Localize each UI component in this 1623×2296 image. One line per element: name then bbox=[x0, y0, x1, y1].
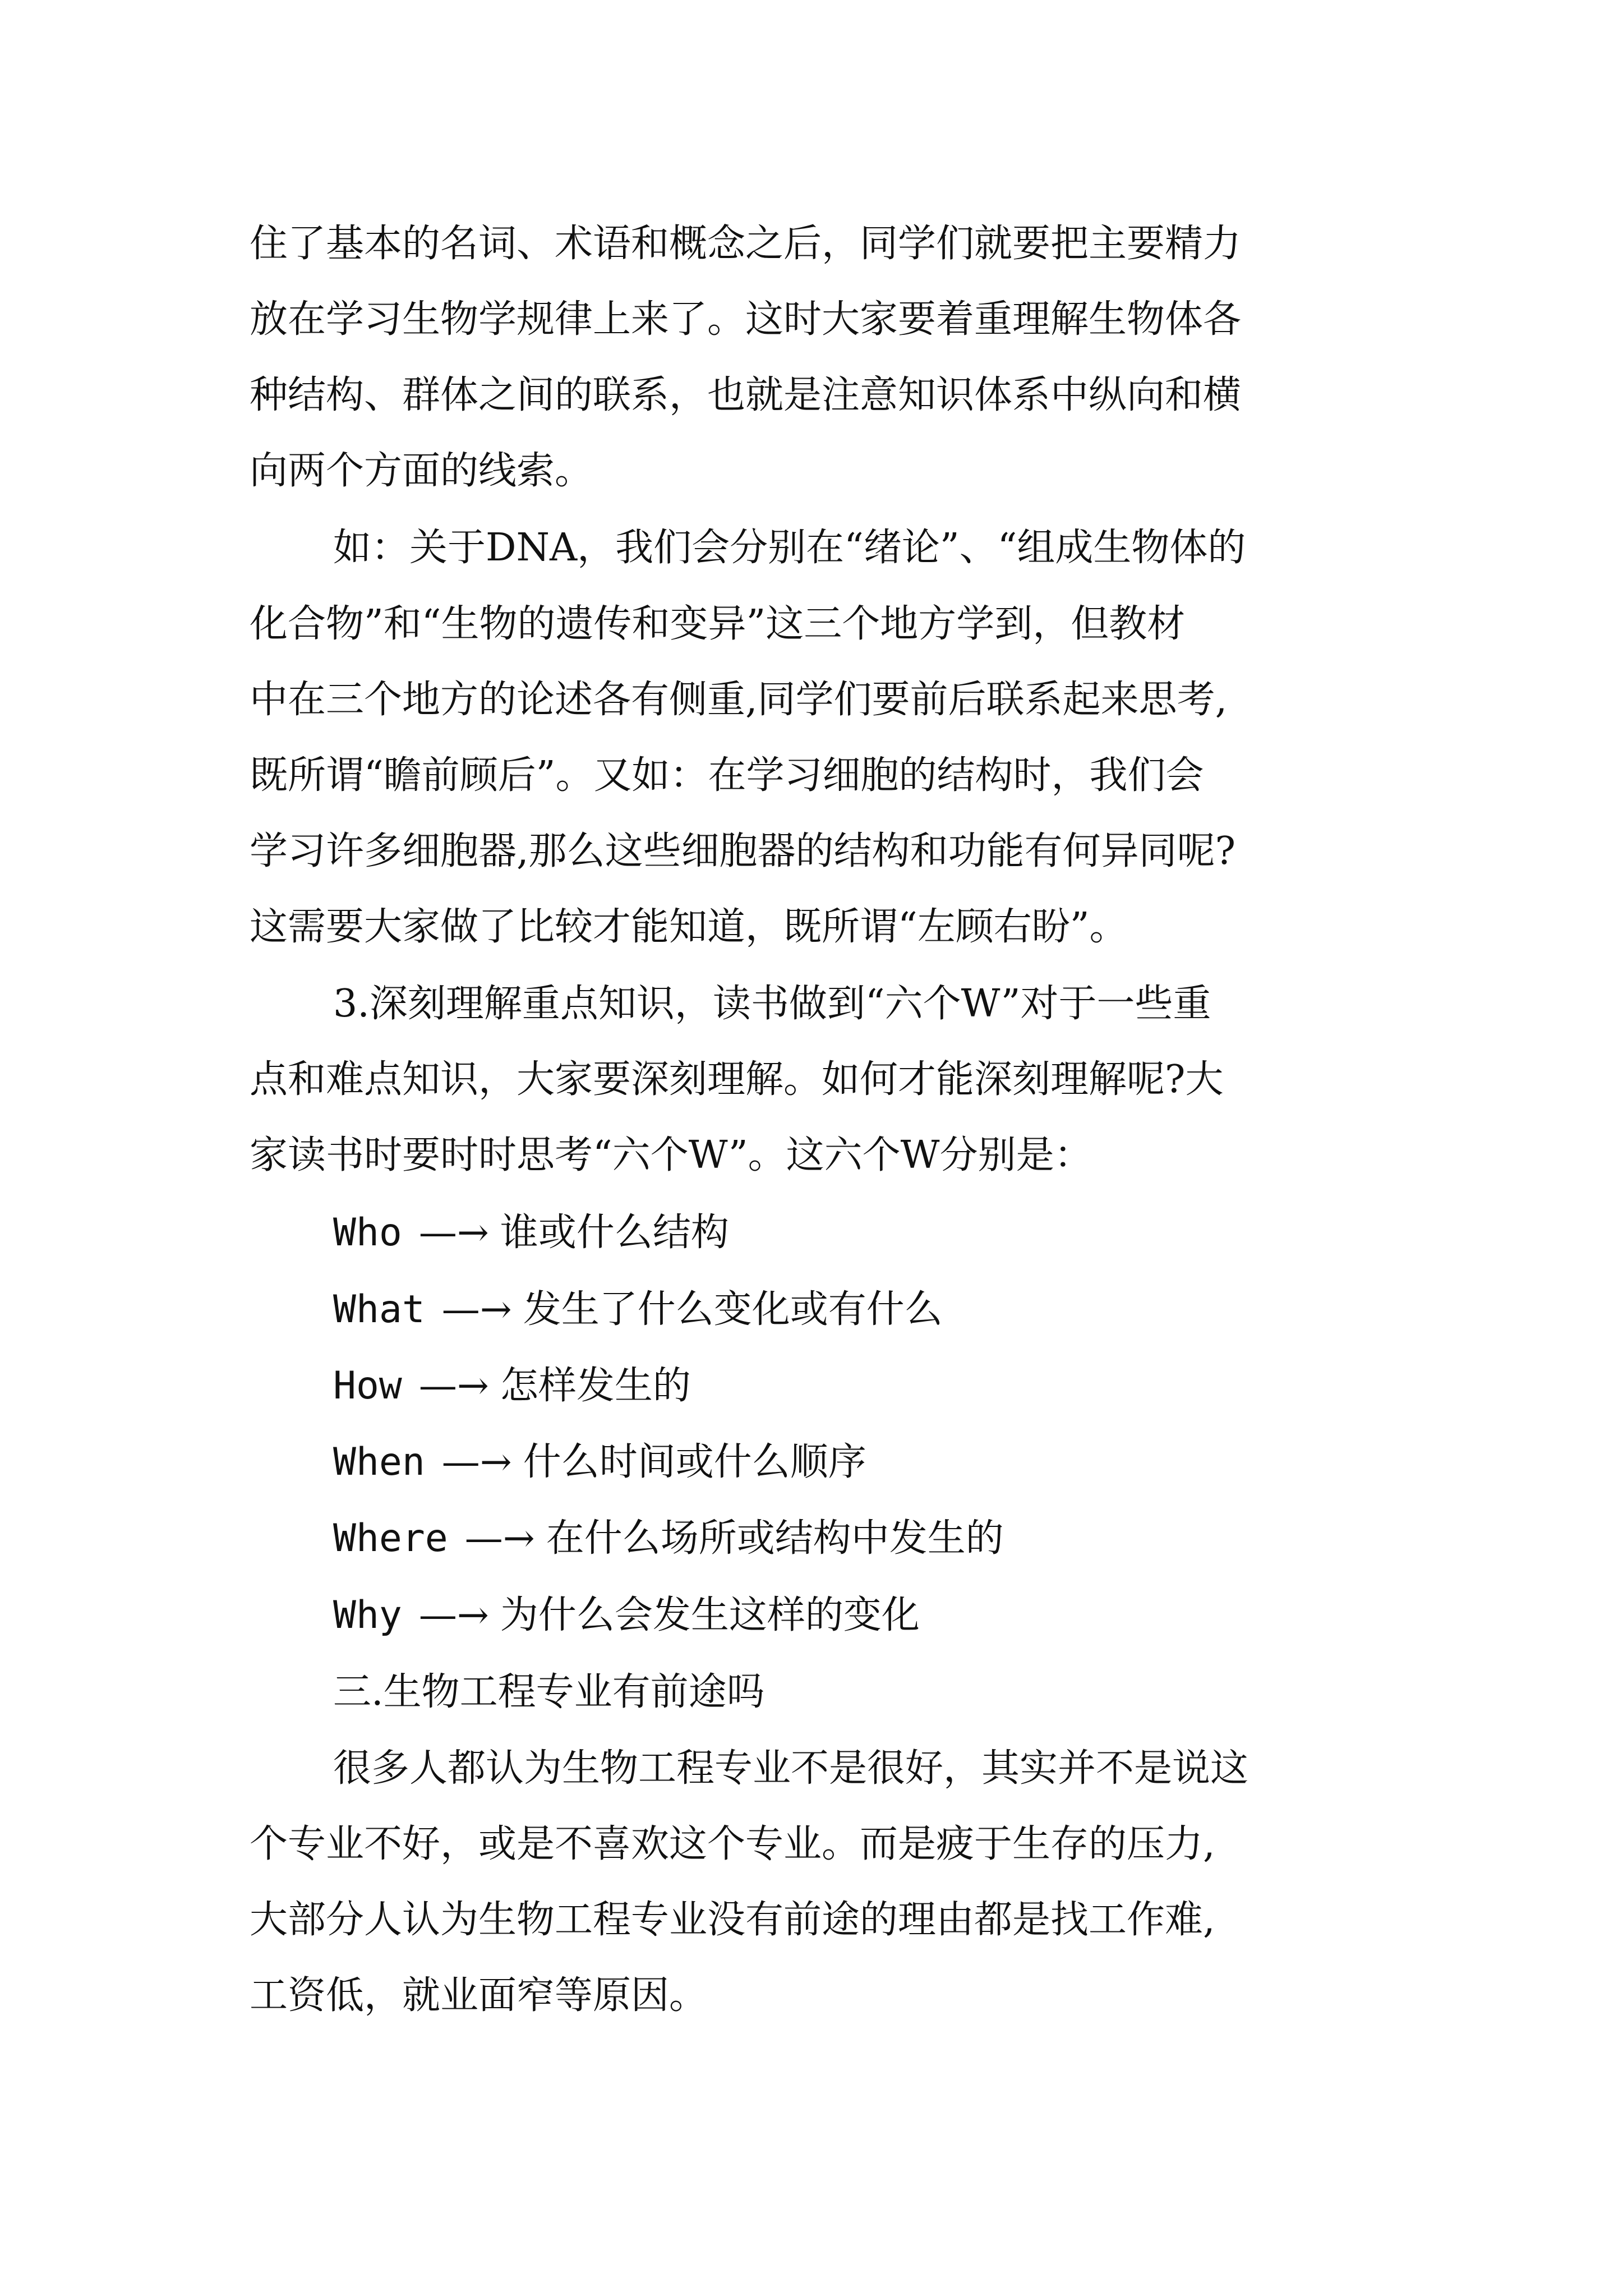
text-line: 3.深刻理解重点知识，读书做到“六个W”对于一些重 bbox=[333, 982, 1211, 1026]
list-item-who bbox=[333, 1208, 729, 1258]
text-line: 个专业不好，或是不喜欢这个专业。而是疲于生存的压力, bbox=[250, 1822, 1215, 1866]
text-line: 如：关于DNA，我们会分别在“绪论”、“组成生物体的 bbox=[333, 526, 1246, 570]
text-line: 这需要大家做了比较才能知道，既所谓“左顾右盼”。 bbox=[250, 905, 1128, 949]
arrow-icon: —→ bbox=[418, 1364, 489, 1408]
w-term: Where bbox=[333, 1516, 448, 1561]
text-line: 既所谓“瞻前顾后”。又如：在学习细胞的结构时，我们会 bbox=[250, 753, 1204, 798]
w-meaning: 发生了什么变化或有什么 bbox=[523, 1287, 943, 1332]
text-line: 工资低，就业面窄等原因。 bbox=[250, 1973, 708, 2018]
w-meaning: 为什么会发生这样的变化 bbox=[500, 1593, 920, 1637]
arrow-icon: —→ bbox=[464, 1516, 535, 1561]
list-item-what bbox=[333, 1285, 943, 1335]
text-line: 大部分人认为生物工程专业没有前途的理由都是找工作难, bbox=[250, 1898, 1215, 1942]
w-term: When bbox=[333, 1440, 425, 1484]
section-heading: 三.生物工程专业有前途吗 bbox=[333, 1670, 765, 1714]
arrow-icon: —→ bbox=[418, 1211, 489, 1255]
list-item-how bbox=[333, 1361, 691, 1411]
w-meaning: 什么时间或什么顺序 bbox=[523, 1440, 866, 1484]
text-line: 很多人都认为生物工程专业不是很好，其实并不是说这 bbox=[333, 1746, 1249, 1791]
w-term: How bbox=[333, 1364, 402, 1408]
list-item-when bbox=[333, 1437, 866, 1488]
list-item-why bbox=[333, 1590, 920, 1641]
text-line: 向两个方面的线索。 bbox=[250, 449, 593, 493]
w-term: What bbox=[333, 1287, 425, 1332]
list-item-where bbox=[333, 1513, 1004, 1564]
arrow-icon: —→ bbox=[441, 1287, 512, 1332]
w-meaning: 在什么场所或结构中发生的 bbox=[546, 1516, 1004, 1561]
text-line: 种结构、群体之间的联系，也就是注意知识体系中纵向和横 bbox=[250, 373, 1242, 417]
arrow-icon: —→ bbox=[418, 1593, 489, 1637]
text-line: 学习许多细胞器,那么这些细胞器的结构和功能有何异同呢? bbox=[250, 829, 1236, 873]
w-meaning: 怎样发生的 bbox=[500, 1364, 691, 1408]
text-line: 化合物”和“生物的遗传和变异”这三个地方学到，但教材 bbox=[250, 602, 1186, 646]
w-term: Who bbox=[333, 1211, 402, 1255]
w-meaning: 谁或什么结构 bbox=[500, 1211, 729, 1255]
text-line: 点和难点知识，大家要深刻理解。如何才能深刻理解呢?大 bbox=[250, 1057, 1224, 1102]
text-line: 住了基本的名词、术语和概念之后，同学们就要把主要精力 bbox=[250, 222, 1242, 266]
text-line: 放在学习生物学规律上来了。这时大家要着重理解生物体各 bbox=[250, 297, 1242, 342]
text-line: 中在三个地方的论述各有侧重,同学们要前后联系起来思考, bbox=[250, 678, 1228, 722]
arrow-icon: —→ bbox=[441, 1440, 512, 1484]
text-line: 家读书时要时时思考“六个W”。这六个W分别是： bbox=[250, 1133, 1092, 1177]
w-term: Why bbox=[333, 1593, 402, 1637]
